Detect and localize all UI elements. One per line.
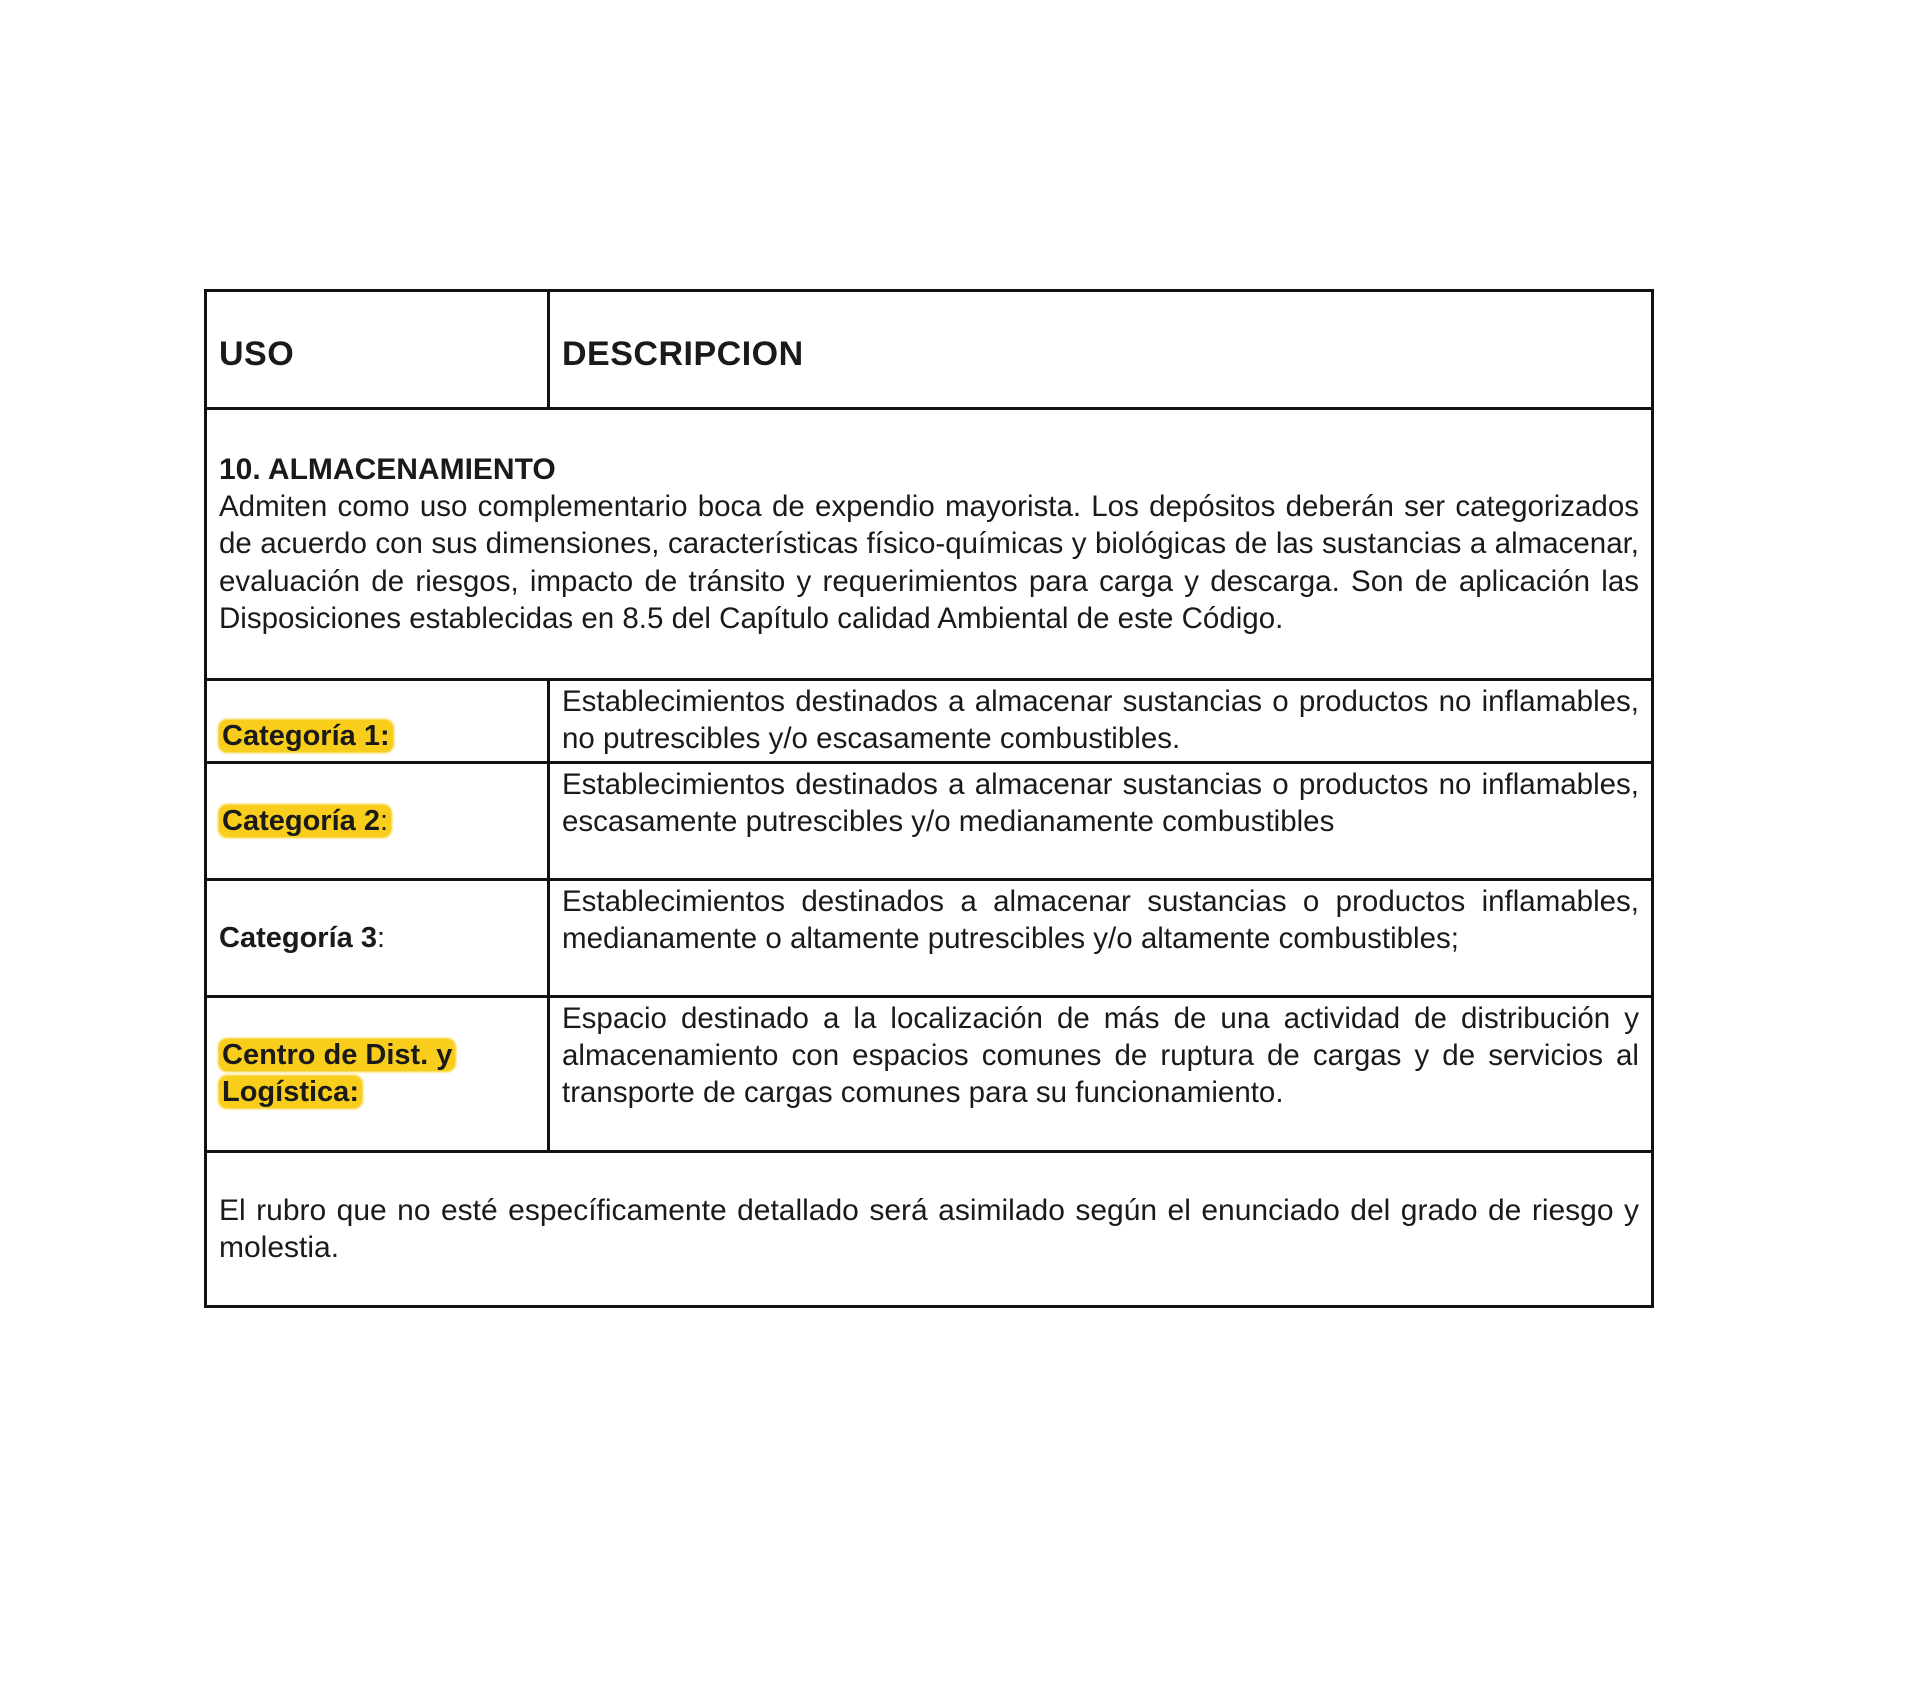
header-descripcion: DESCRIPCION — [562, 335, 804, 373]
category-description: Establecimientos destinados a almacenar sustancias o productos inflamables, medianamente o altamente putrescibles y/o altamente combustibles; — [549, 880, 1653, 997]
highlighted-label — [219, 1076, 362, 1108]
header-row — [206, 291, 1653, 409]
highlighted-label — [219, 1039, 455, 1071]
footer-row — [206, 1152, 1653, 1307]
header-uso: USO — [219, 335, 295, 373]
category-label-cell — [206, 997, 549, 1152]
table-row — [206, 880, 1653, 997]
header-cell-descripcion — [549, 291, 1653, 409]
category-label: Categoría 1 — [222, 720, 380, 752]
category-label-cell — [206, 763, 549, 880]
category-label: Categoría 3 — [219, 921, 377, 954]
table-row — [206, 763, 1653, 880]
header-cell-uso — [206, 291, 549, 409]
section-body: Admiten como uso complementario boca de expendio mayorista. Los depósitos deberán ser categorizados de acuerdo con sus dimensiones, características físico-químicas y biológicas de las sustancias a almacenar, evaluación de riesgos, impacto de tránsito y requerimientos para carga y descarga. Son de aplicación las Disposiciones establecidas en 8.5 del Capítulo calidad Ambiental de este Código. — [219, 489, 1639, 635]
label-suffix: : — [379, 720, 390, 752]
category-description: Establecimientos destinados a almacenar sustancias o productos no inflamables, escasamente putrescibles y/o medianamente combustibles — [549, 763, 1653, 880]
category-label-cell — [206, 880, 549, 997]
table-row — [206, 997, 1653, 1152]
label-suffix: : — [379, 804, 389, 837]
section-row — [206, 409, 1653, 680]
section-cell — [206, 409, 1653, 680]
category-description: Establecimientos destinados a almacenar sustancias o productos no inflamables, no putrescibles y/o escasamente combustibles. — [549, 680, 1653, 763]
label-suffix: : — [376, 921, 386, 954]
category-label-cell — [206, 680, 549, 763]
section-title: 10. ALMACENAMIENTO — [219, 452, 556, 486]
table-row — [206, 680, 1653, 763]
highlighted-label — [219, 720, 393, 752]
footer-note: El rubro que no esté específicamente detallado será asimilado según el enunciado del grado de riesgo y molestia. — [206, 1152, 1653, 1307]
uso-table — [204, 289, 1654, 1308]
highlighted-label — [219, 805, 391, 837]
category-label-line1: Centro de Dist. y — [222, 1039, 453, 1071]
category-label: Categoría 2 — [222, 804, 380, 837]
category-description: Espacio destinado a la localización de más de una actividad de distribución y almacenamiento con espacios comunes de ruptura de cargas y de servicios al transporte de cargas comunes para su funcionamiento. — [549, 997, 1653, 1152]
label-suffix: : — [349, 1076, 359, 1108]
category-label-line2: Logística — [222, 1076, 350, 1108]
